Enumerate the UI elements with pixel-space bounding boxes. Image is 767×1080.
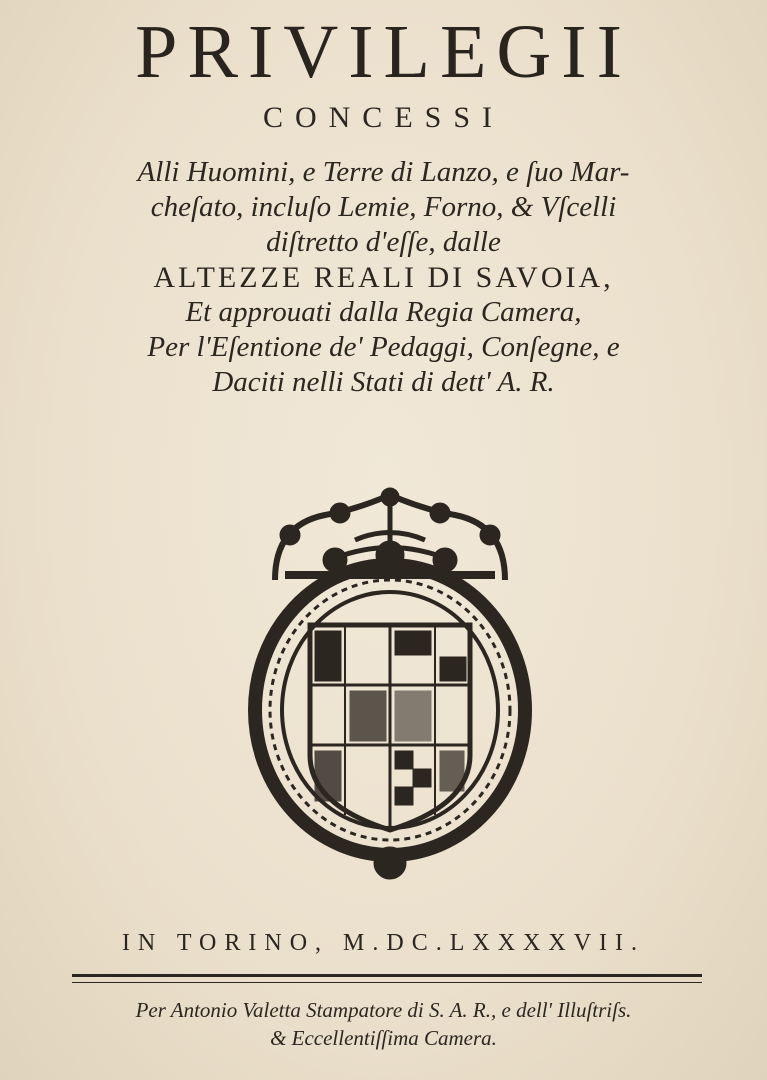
printer-line-1: Per Antonio Valetta Stampatore di S. A. R., e dell' Illuſtriſs. <box>135 998 632 1022</box>
page-subtitle: CONCESSI <box>262 101 505 134</box>
printer-colophon <box>0 996 767 1052</box>
description-line-5: Et approuati dalla Regia Camera, <box>185 296 582 328</box>
description-line-1: Alli Huomini, e Terre di Lanzo, e ſuo Mar- <box>137 156 630 188</box>
description-line-7: Daciti nelli Stati di dett' A. R. <box>212 366 555 398</box>
page-title: PRIVILEGII <box>135 10 632 94</box>
imprint-line: IN TORINO, M.DC.LXXXXVII. <box>121 930 646 956</box>
description-line-3: diſtretto d'eſſe, dalle <box>266 226 501 258</box>
title-description <box>40 155 727 400</box>
description-line-4: ALTEZZE REALI DI SAVOIA, <box>153 261 614 294</box>
coat-of-arms-icon <box>245 485 535 885</box>
divider-rule <box>72 974 702 983</box>
description-line-6: Per l'Eſentione de' Pedaggi, Conſegne, e <box>147 331 620 363</box>
printer-line-2: & Eccellentiſſima Camera. <box>270 1026 497 1050</box>
description-line-2: cheſato, incluſo Lemie, Forno, & Vſcelli <box>150 191 617 223</box>
